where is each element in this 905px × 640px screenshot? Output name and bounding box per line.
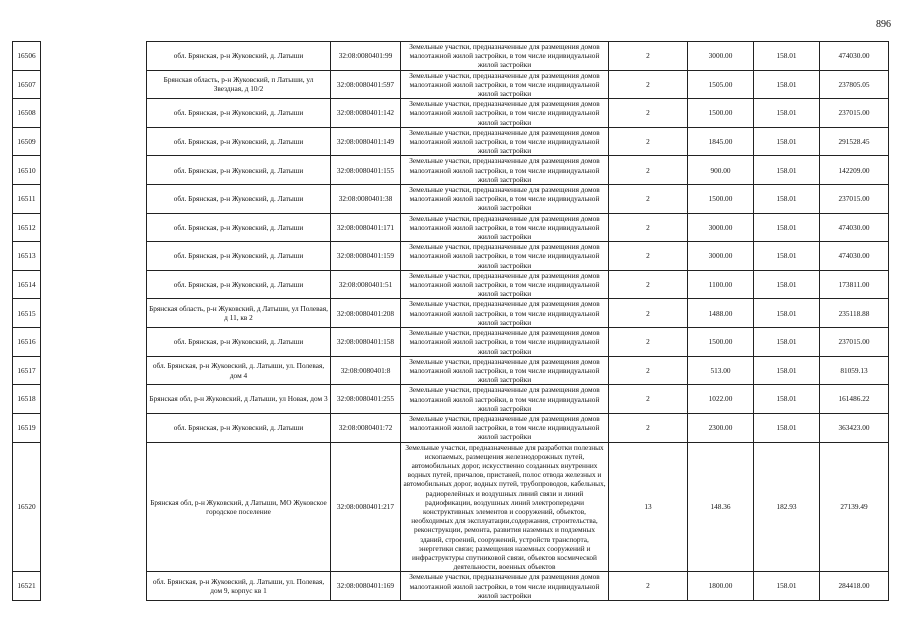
cadastral-value-cell: 474030.00 — [820, 242, 889, 271]
spacer-cell — [41, 299, 147, 328]
address-cell: обл. Брянская, р-н Жуковский, д. Латыши — [147, 213, 331, 242]
spacer-cell — [41, 242, 147, 271]
address-cell: обл. Брянская, р-н Жуковский, д. Латыши, ул. Полевая, дом 9, корпус кв 1 — [147, 572, 331, 601]
group-cell: 13 — [609, 442, 688, 572]
table-row — [13, 572, 889, 601]
cadastral-value-cell: 142209.00 — [820, 156, 889, 185]
spacer-cell — [41, 213, 147, 242]
specific-value-cell: 158.01 — [754, 99, 820, 128]
row-id: 16509 — [13, 127, 41, 156]
group-cell: 2 — [609, 572, 688, 601]
specific-value-cell: 182.93 — [754, 442, 820, 572]
table-row — [13, 413, 889, 442]
spacer-cell — [41, 270, 147, 299]
cadastral-number-cell: 32:08:0080401:158 — [331, 328, 401, 357]
row-id: 16521 — [13, 572, 41, 601]
specific-value-cell: 158.01 — [754, 299, 820, 328]
cadastral-value-cell: 235118.88 — [820, 299, 889, 328]
land-use-cell: Земельные участки, предназначенные для размещения домов малоэтажной жилой застройки, в том числе индивидуальной жилой застройки — [401, 156, 609, 185]
row-id: 16513 — [13, 242, 41, 271]
spacer-cell — [41, 156, 147, 185]
page-number: 896 — [876, 19, 891, 30]
cadastral-value-cell: 81059.13 — [820, 356, 889, 385]
address-cell: обл. Брянская, р-н Жуковский, д. Латыши — [147, 270, 331, 299]
cadastral-value-cell: 161486.22 — [820, 385, 889, 414]
group-cell: 2 — [609, 413, 688, 442]
specific-value-cell: 158.01 — [754, 270, 820, 299]
cadastral-number-cell: 32:08:0080401:8 — [331, 356, 401, 385]
spacer-cell — [41, 442, 147, 572]
row-id: 16516 — [13, 328, 41, 357]
row-id: 16510 — [13, 156, 41, 185]
land-use-cell: Земельные участки, предназначенные для размещения домов малоэтажной жилой застройки, в том числе индивидуальной жилой застройки — [401, 270, 609, 299]
cadastral-number-cell: 32:08:0080401:142 — [331, 99, 401, 128]
row-id: 16512 — [13, 213, 41, 242]
specific-value-cell: 158.01 — [754, 213, 820, 242]
land-use-cell: Земельные участки, предназначенные для размещения домов малоэтажной жилой застройки, в том числе индивидуальной жилой застройки — [401, 385, 609, 414]
area-cell: 148.36 — [688, 442, 754, 572]
table-row — [13, 99, 889, 128]
cadastral-number-cell: 32:08:0080401:217 — [331, 442, 401, 572]
row-id: 16515 — [13, 299, 41, 328]
specific-value-cell: 158.01 — [754, 185, 820, 214]
address-cell: Брянская область, р-н Жуковский, п Латыши, ул Звездная, д 10/2 — [147, 70, 331, 99]
area-cell: 3000.00 — [688, 42, 754, 71]
group-cell: 2 — [609, 328, 688, 357]
address-cell: обл. Брянская, р-н Жуковский, д. Латыши — [147, 242, 331, 271]
row-id: 16514 — [13, 270, 41, 299]
area-cell: 3000.00 — [688, 242, 754, 271]
land-use-cell: Земельные участки, предназначенные для размещения домов малоэтажной жилой застройки, в том числе индивидуальной жилой застройки — [401, 127, 609, 156]
cadastral-value-cell: 27139.49 — [820, 442, 889, 572]
address-cell: обл. Брянская, р-н Жуковский, д. Латыши — [147, 156, 331, 185]
cadastral-value-table — [12, 41, 889, 601]
table-row — [13, 185, 889, 214]
area-cell: 1505.00 — [688, 70, 754, 99]
cadastral-value-cell: 237015.00 — [820, 185, 889, 214]
cadastral-value-cell: 474030.00 — [820, 213, 889, 242]
address-cell: Брянская область, р-н Жуковский, д Латыши, ул Полевая, д 11, кв 2 — [147, 299, 331, 328]
area-cell: 1500.00 — [688, 328, 754, 357]
cadastral-number-cell: 32:08:0080401:208 — [331, 299, 401, 328]
cadastral-value-cell: 474030.00 — [820, 42, 889, 71]
specific-value-cell: 158.01 — [754, 413, 820, 442]
group-cell: 2 — [609, 356, 688, 385]
land-use-cell: Земельные участки, предназначенные для размещения домов малоэтажной жилой застройки, в том числе индивидуальной жилой застройки — [401, 299, 609, 328]
area-cell: 900.00 — [688, 156, 754, 185]
cadastral-number-cell: 32:08:0080401:149 — [331, 127, 401, 156]
table-row — [13, 213, 889, 242]
table-row — [13, 127, 889, 156]
row-id: 16517 — [13, 356, 41, 385]
cadastral-number-cell: 32:08:0080401:255 — [331, 385, 401, 414]
table-row — [13, 299, 889, 328]
area-cell: 1800.00 — [688, 572, 754, 601]
row-id: 16519 — [13, 413, 41, 442]
group-cell: 2 — [609, 270, 688, 299]
address-cell: обл. Брянская, р-н Жуковский, д. Латыши — [147, 413, 331, 442]
row-id: 16518 — [13, 385, 41, 414]
cadastral-value-cell: 237015.00 — [820, 99, 889, 128]
table-row — [13, 42, 889, 71]
area-cell: 513.00 — [688, 356, 754, 385]
address-cell: обл. Брянская, р-н Жуковский, д. Латыши, ул. Полевая, дом 4 — [147, 356, 331, 385]
land-use-cell: Земельные участки, предназначенные для размещения домов малоэтажной жилой застройки, в том числе индивидуальной жилой застройки — [401, 356, 609, 385]
land-use-cell: Земельные участки, предназначенные для разработки полезных ископаемых, размещения железнодорожных путей, автомобильных дорог, искусственно созданных внутренних водных путей, причалов, пристаней, полос отвода железных и автомобильных дорог, водных путей, трубопроводов, кабельных, радиорелейных и воздушных линий связи и линий радиофикации, воздушных линий электропередачи конструктивных элементов и сооружений, объектов, необходимых для эксплуатации,содержания, строительства, реконструкции, ремонта, развития наземных и подземных зданий, строений, сооружений, устройств транспорта, энергетики связи; размещения наземных сооружений и инфраструктуры спутниковой связи, объектов космической деятельности, военных объектов — [401, 442, 609, 572]
address-cell: обл. Брянская, р-н Жуковский, д. Латыши — [147, 328, 331, 357]
land-use-cell: Земельные участки, предназначенные для размещения домов малоэтажной жилой застройки, в том числе индивидуальной жилой застройки — [401, 99, 609, 128]
area-cell: 1022.00 — [688, 385, 754, 414]
row-id: 16508 — [13, 99, 41, 128]
specific-value-cell: 158.01 — [754, 156, 820, 185]
land-use-cell: Земельные участки, предназначенные для размещения домов малоэтажной жилой застройки, в том числе индивидуальной жилой застройки — [401, 413, 609, 442]
group-cell: 2 — [609, 299, 688, 328]
table-row — [13, 328, 889, 357]
row-id: 16507 — [13, 70, 41, 99]
cadastral-number-cell: 32:08:0080401:169 — [331, 572, 401, 601]
cadastral-value-cell: 173811.00 — [820, 270, 889, 299]
spacer-cell — [41, 572, 147, 601]
table-row — [13, 385, 889, 414]
cadastral-value-cell: 237805.05 — [820, 70, 889, 99]
area-cell: 1500.00 — [688, 99, 754, 128]
area-cell: 1488.00 — [688, 299, 754, 328]
cadastral-value-cell: 284418.00 — [820, 572, 889, 601]
cadastral-number-cell: 32:08:0080401:597 — [331, 70, 401, 99]
spacer-cell — [41, 127, 147, 156]
cadastral-value-cell: 237015.00 — [820, 328, 889, 357]
cadastral-value-cell: 291528.45 — [820, 127, 889, 156]
land-use-cell: Земельные участки, предназначенные для размещения домов малоэтажной жилой застройки, в том числе индивидуальной жилой застройки — [401, 328, 609, 357]
specific-value-cell: 158.01 — [754, 385, 820, 414]
table-body — [13, 42, 889, 601]
specific-value-cell: 158.01 — [754, 127, 820, 156]
cadastral-value-cell: 363423.00 — [820, 413, 889, 442]
cadastral-number-cell: 32:08:0080401:171 — [331, 213, 401, 242]
specific-value-cell: 158.01 — [754, 42, 820, 71]
land-use-cell: Земельные участки, предназначенные для размещения домов малоэтажной жилой застройки, в том числе индивидуальной жилой застройки — [401, 70, 609, 99]
specific-value-cell: 158.01 — [754, 356, 820, 385]
area-cell: 3000.00 — [688, 213, 754, 242]
group-cell: 2 — [609, 213, 688, 242]
specific-value-cell: 158.01 — [754, 242, 820, 271]
specific-value-cell: 158.01 — [754, 70, 820, 99]
table-row — [13, 242, 889, 271]
table-row — [13, 442, 889, 572]
group-cell: 2 — [609, 185, 688, 214]
group-cell: 2 — [609, 42, 688, 71]
spacer-cell — [41, 328, 147, 357]
group-cell: 2 — [609, 385, 688, 414]
area-cell: 1845.00 — [688, 127, 754, 156]
land-use-cell: Земельные участки, предназначенные для размещения домов малоэтажной жилой застройки, в том числе индивидуальной жилой застройки — [401, 42, 609, 71]
spacer-cell — [41, 70, 147, 99]
cadastral-number-cell: 32:08:0080401:155 — [331, 156, 401, 185]
cadastral-number-cell: 32:08:0080401:99 — [331, 42, 401, 71]
address-cell: Брянская обл, р-н Жуковский, д Латыши, МО Жуковское городское поселение — [147, 442, 331, 572]
land-use-cell: Земельные участки, предназначенные для размещения домов малоэтажной жилой застройки, в том числе индивидуальной жилой застройки — [401, 242, 609, 271]
group-cell: 2 — [609, 156, 688, 185]
row-id: 16511 — [13, 185, 41, 214]
spacer-cell — [41, 42, 147, 71]
table-row — [13, 70, 889, 99]
group-cell: 2 — [609, 99, 688, 128]
land-use-cell: Земельные участки, предназначенные для размещения домов малоэтажной жилой застройки, в том числе индивидуальной жилой застройки — [401, 213, 609, 242]
address-cell: обл. Брянская, р-н Жуковский, д. Латыши — [147, 185, 331, 214]
address-cell: обл. Брянская, р-н Жуковский, д. Латыши — [147, 42, 331, 71]
spacer-cell — [41, 185, 147, 214]
group-cell: 2 — [609, 127, 688, 156]
table-row — [13, 156, 889, 185]
spacer-cell — [41, 356, 147, 385]
area-cell: 1500.00 — [688, 185, 754, 214]
row-id: 16520 — [13, 442, 41, 572]
specific-value-cell: 158.01 — [754, 328, 820, 357]
table-row — [13, 356, 889, 385]
land-use-cell: Земельные участки, предназначенные для размещения домов малоэтажной жилой застройки, в том числе индивидуальной жилой застройки — [401, 572, 609, 601]
address-cell: Брянская обл, р-н Жуковский, д Латыши, ул Новая, дом 3 — [147, 385, 331, 414]
row-id: 16506 — [13, 42, 41, 71]
cadastral-number-cell: 32:08:0080401:51 — [331, 270, 401, 299]
spacer-cell — [41, 99, 147, 128]
table-row — [13, 270, 889, 299]
specific-value-cell: 158.01 — [754, 572, 820, 601]
group-cell: 2 — [609, 70, 688, 99]
address-cell: обл. Брянская, р-н Жуковский, д. Латыши — [147, 127, 331, 156]
spacer-cell — [41, 413, 147, 442]
land-use-cell: Земельные участки, предназначенные для размещения домов малоэтажной жилой застройки, в том числе индивидуальной жилой застройки — [401, 185, 609, 214]
area-cell: 2300.00 — [688, 413, 754, 442]
cadastral-number-cell: 32:08:0080401:159 — [331, 242, 401, 271]
group-cell: 2 — [609, 242, 688, 271]
cadastral-number-cell: 32:08:0080401:72 — [331, 413, 401, 442]
spacer-cell — [41, 385, 147, 414]
cadastral-number-cell: 32:08:0080401:38 — [331, 185, 401, 214]
address-cell: обл. Брянская, р-н Жуковский, д. Латыши — [147, 99, 331, 128]
area-cell: 1100.00 — [688, 270, 754, 299]
